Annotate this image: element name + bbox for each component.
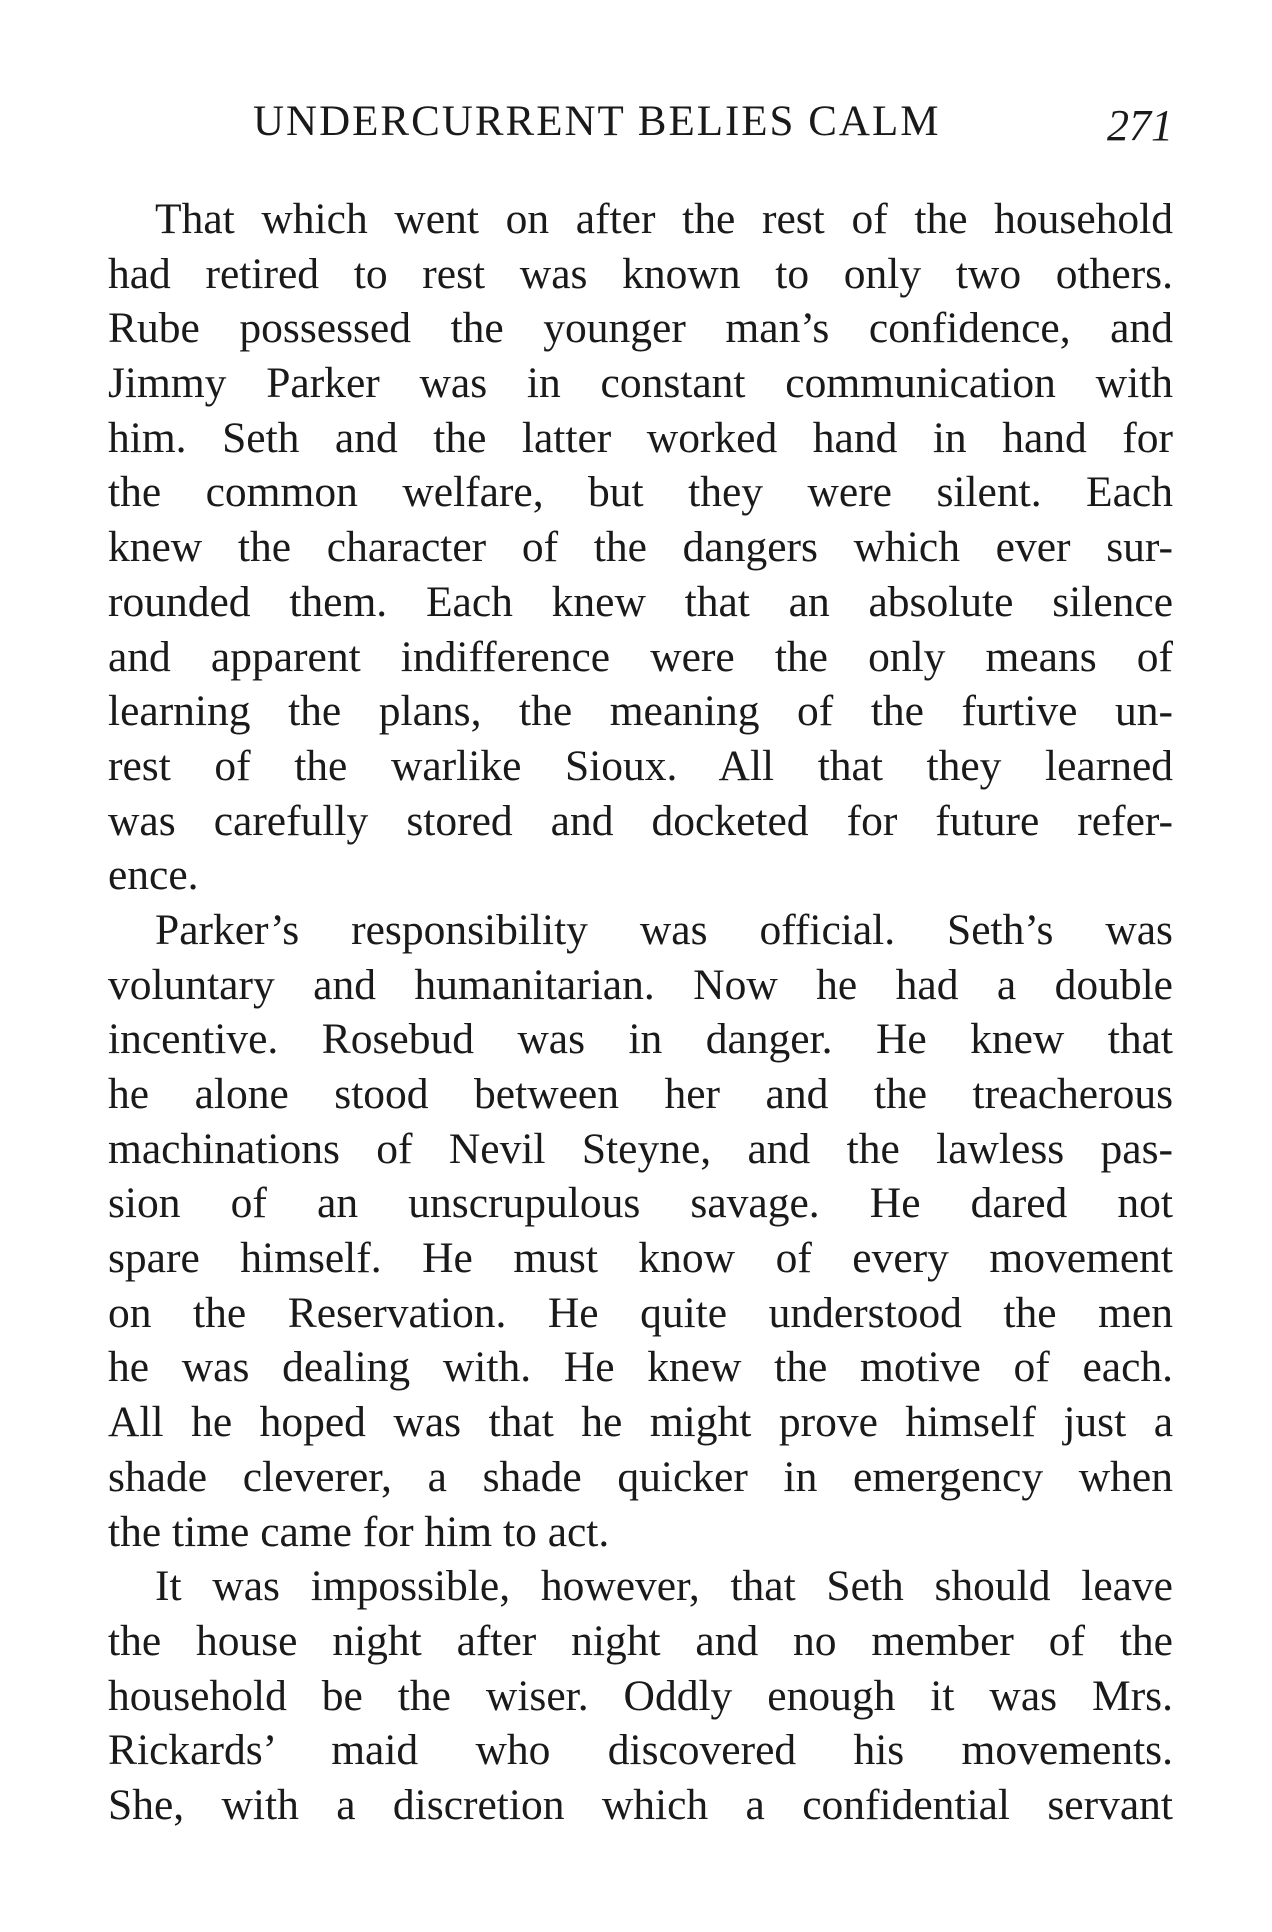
text-line: had retired to rest was known to only two others. xyxy=(108,249,1173,298)
text-line: he was dealing with. He knew the motive of each. xyxy=(108,1343,1173,1392)
text-line: him. Seth and the latter worked hand in hand for xyxy=(108,413,1173,462)
running-title: UNDERCURRENT BELIES CALM xyxy=(253,98,941,145)
text-line: the time came for him to act. xyxy=(108,1507,610,1556)
paragraph-3 xyxy=(108,1559,1173,1832)
text-line: learning the plans, the meaning of the furtive un- xyxy=(108,687,1173,736)
text-line: knew the character of the dangers which ever sur- xyxy=(108,523,1173,572)
text-line: on the Reservation. He quite understood the men xyxy=(108,1288,1173,1337)
text-line: Jimmy Parker was in constant communication with xyxy=(108,359,1173,408)
text-line: spare himself. He must know of every movement xyxy=(108,1234,1173,1283)
page-number: 271 xyxy=(1107,101,1173,150)
text-line: It was impossible, however, that Seth should leave xyxy=(155,1562,1173,1611)
text-line: was carefully stored and docketed for future refer- xyxy=(108,796,1173,845)
text-line: machinations of Nevil Steyne, and the lawless pas- xyxy=(108,1124,1173,1173)
running-head xyxy=(108,92,1173,152)
text-line: Rube possessed the younger man’s confidence, and xyxy=(108,304,1173,353)
text-line: ence. xyxy=(108,851,199,900)
text-line: household be the wiser. Oddly enough it was Mrs. xyxy=(108,1671,1173,1720)
text-line: rounded them. Each knew that an absolute silence xyxy=(108,577,1173,626)
text-line: She, with a discretion which a confidential servant xyxy=(108,1780,1173,1829)
text-line: sion of an unscrupulous savage. He dared not xyxy=(108,1179,1173,1228)
text-line: the common welfare, but they were silent. Each xyxy=(108,468,1173,517)
text-line: rest of the warlike Sioux. All that they learned xyxy=(108,741,1173,790)
paragraph-1 xyxy=(108,192,1173,903)
text-line: he alone stood between her and the treacherous xyxy=(108,1070,1173,1118)
paragraph-2 xyxy=(108,903,1173,1559)
text-line: Parker’s responsibility was official. Seth’s was xyxy=(155,905,1173,954)
text-line: All he hoped was that he might prove himself just a xyxy=(108,1398,1173,1447)
body-text xyxy=(108,192,1173,1833)
text-line: shade cleverer, a shade quicker in emergency when xyxy=(108,1452,1173,1501)
text-line: incentive. Rosebud was in danger. He knew that xyxy=(108,1015,1173,1064)
text-line: and apparent indifference were the only means of xyxy=(108,632,1173,681)
text-line: voluntary and humanitarian. Now he had a double xyxy=(108,960,1173,1009)
text-line: Rickards’ maid who discovered his movements. xyxy=(108,1726,1173,1775)
text-line: That which went on after the rest of the household xyxy=(155,195,1173,243)
text-line: the house night after night and no member of the xyxy=(108,1616,1173,1665)
